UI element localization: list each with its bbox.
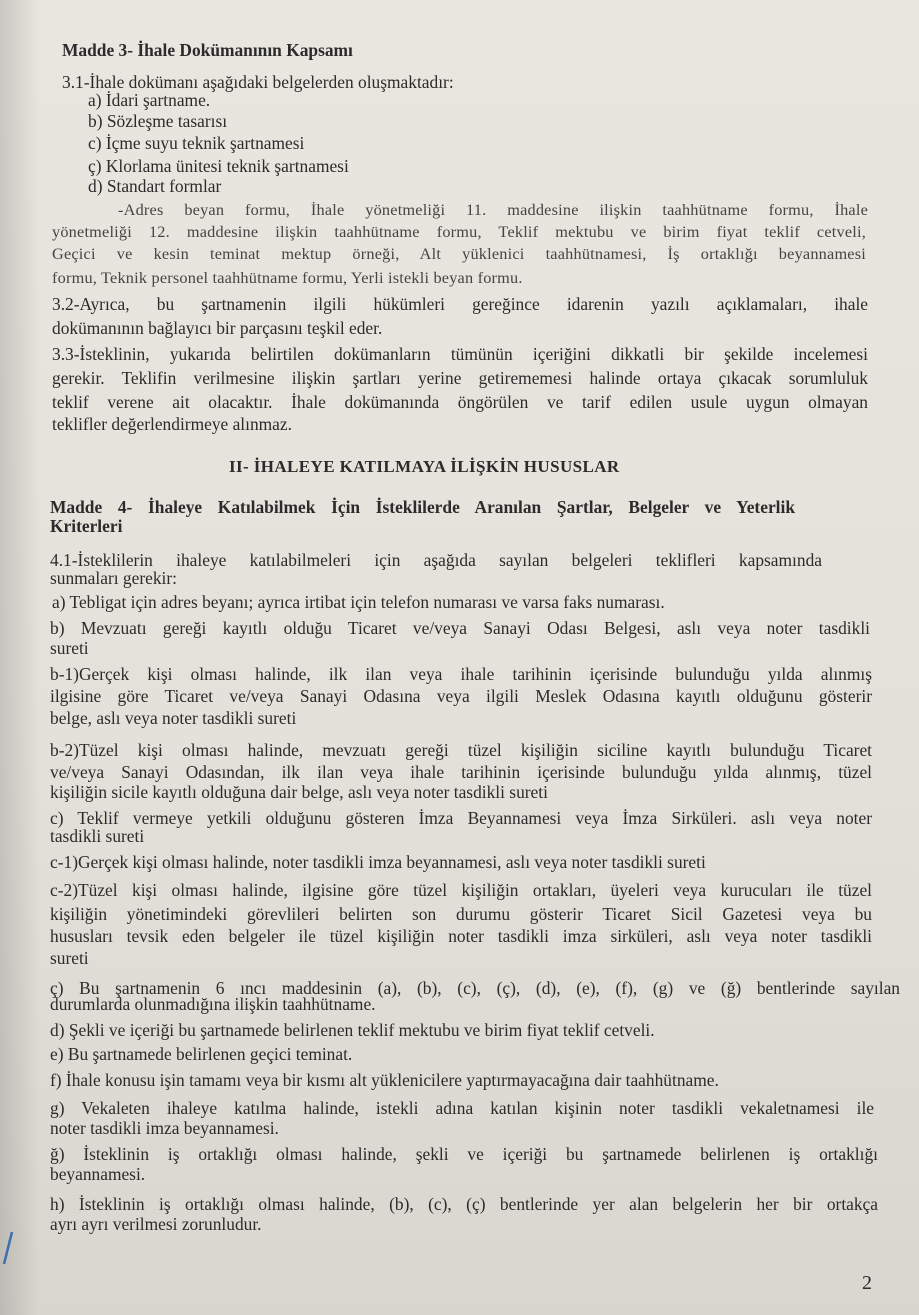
item-gg: beyannamesi. (50, 1164, 146, 1184)
madde4-heading: Madde 4- İhaleye Katılabilmek İçin İsteklilerde Aranılan Şartlar, Belgeler ve Yeterlik (50, 497, 795, 517)
item-a: a) Tebligat için adres beyanı; ayrıca irtibat için telefon numarası ve varsa faks numarası. (52, 592, 665, 612)
madde3-heading: Madde 3- İhale Dokümanının Kapsamı (62, 40, 353, 60)
list-item: b) Sözleşme tasarısı (88, 111, 228, 131)
list-item: d) Standart formlar (88, 176, 222, 196)
item-cc: durumlarda olunmadığına ilişkin taahhütname. (50, 994, 376, 1014)
p41-line: sunmaları gerekir: (50, 568, 177, 588)
forms-line: -Adres beyan formu, İhale yönetmeliği 11. maddesine ilişkin taahhütname formu, İhale (118, 200, 868, 219)
item-c2: sureti (50, 948, 89, 968)
item-e: e) Bu şartnamede belirlenen geçici teminat. (50, 1044, 353, 1064)
item-c2: kişiliğin yönetimindeki görevlileri belirten son durumu gösterir Ticaret Sicil Gazetesi veya bu (50, 904, 872, 924)
item-b2: ve/veya Sanayi Odasından, ilk ilan veya ihale tarihinin içerisinde bulunduğu yılda alınmış, tüzel (50, 762, 872, 782)
p33-line: teklifler değerlendirmeye alınmaz. (52, 414, 292, 434)
item-b1: ilgisine göre Ticaret ve/veya Sanayi Odasına veya ilgili Meslek Odasına kayıtlı olduğunu gösterir (50, 686, 872, 706)
binding-shadow (0, 0, 40, 1315)
page-edge-mark (0, 1230, 14, 1270)
item-cc: ç) Bu şartnamenin 6 ıncı maddesinin (a), (b), (c), (ç), (d), (e), (f), (g) ve (ğ) bentlerinde sayılan (50, 978, 900, 998)
item-c2: c-2)Tüzel kişi olması halinde, ilgisine göre tüzel kişiliğin ortakları, üyeleri veya kurucuları ile tüzel (50, 880, 872, 900)
item-b2: b-2)Tüzel kişi olması halinde, mevzuatı gereği tüzel kişiliğin siciline kayıtlı bulunduğu Ticaret (50, 740, 872, 760)
item-g: g) Vekaleten ihaleye katılma halinde, istekli adına katılan kişinin noter tasdikli vekaletnamesi ile (50, 1098, 874, 1118)
p32-line: dokümanının bağlayıcı bir parçasını teşkil eder. (52, 318, 383, 338)
p33-line: teklif verene ait olacaktır. İhale dokümanında öngörülen ve tarif edilen usule uygun olmayan (52, 392, 868, 412)
p41-line: 4.1-İsteklilerin ihaleye katılabilmeleri için aşağıda sayılan belgeleri teklifleri kapsamında (50, 550, 822, 570)
item-b2: kişiliğin sicile kayıtlı olduğuna dair belge, aslı veya noter tasdikli sureti (50, 782, 548, 802)
section-title: II- İHALEYE KATILMAYA İLİŞKİN HUSUSLAR (229, 457, 620, 476)
page-number: 2 (862, 1272, 872, 1294)
p32-line: 3.2-Ayrıca, bu şartnamenin ilgili hükümleri gereğince idarenin yazılı açıklamaları, ihale (52, 294, 868, 314)
forms-line: formu, Teknik personel taahhütname formu, Yerli istekli beyan formu. (52, 268, 523, 287)
item-gg: ğ) İsteklinin iş ortaklığı olması halinde, şekli ve içeriği bu şartnamede belirlenen iş ortaklığı (50, 1144, 878, 1164)
p33-line: 3.3-İsteklinin, yukarıda belirtilen dokümanların tümünün içeriğini dikkatli bir şekilde incelemesi (52, 344, 868, 364)
list-item: c) İçme suyu teknik şartnamesi (88, 133, 305, 153)
madde4-heading: Kriterleri (50, 516, 123, 536)
list-item: a) İdari şartname. (88, 90, 211, 110)
item-b1: belge, aslı veya noter tasdikli sureti (50, 708, 297, 728)
item-c: c) Teklif vermeye yetkili olduğunu gösteren İmza Beyannamesi veya İmza Sirküleri. aslı veya noter (50, 808, 872, 828)
list-item: ç) Klorlama ünitesi teknik şartnamesi (88, 156, 349, 176)
item-b: sureti (50, 638, 89, 658)
item-d: d) Şekli ve içeriği bu şartnamede belirlenen teklif mektubu ve birim fiyat teklif cetveli. (50, 1020, 655, 1040)
forms-line: Geçici ve kesin teminat mektup örneği, Alt yüklenici taahhütnamesi, İş ortaklığı beyannamesi (52, 244, 866, 263)
forms-line: yönetmeliği 12. maddesine ilişkin taahhütname formu, Teklif mektubu ve birim fiyat teklif cetveli, (52, 222, 866, 241)
item-c2: hususları tevsik eden belgeler ile tüzel kişiliğin noter tasdikli imza sirküleri, aslı veya noter tasdikli (50, 926, 872, 946)
item-b: b) Mevzuatı gereği kayıtlı olduğu Ticaret ve/veya Sanayi Odası Belgesi, aslı veya noter tasdikli (50, 618, 870, 638)
item-c: tasdikli sureti (50, 826, 145, 846)
item-b1: b-1)Gerçek kişi olması halinde, ilk ilan veya ihale tarihinin içerisinde bulunduğu yılda alınmış (50, 664, 872, 684)
item-f: f) İhale konusu işin tamamı veya bir kısmı alt yüklenicilere yaptırmayacağına dair taahhütname. (50, 1070, 719, 1090)
item-c1: c-1)Gerçek kişi olması halinde, noter tasdikli imza beyannamesi, aslı veya noter tasdikli sureti (50, 852, 706, 872)
item-h: h) İsteklinin iş ortaklığı olması halinde, (b), (c), (ç) bentlerinde yer alan belgelerin her bir ortakça (50, 1194, 878, 1214)
item-g: noter tasdikli imza beyannamesi. (50, 1118, 279, 1138)
item-h: ayrı ayrı verilmesi zorunludur. (50, 1214, 262, 1234)
p31: 3.1-İhale dokümanı aşağıdaki belgelerden oluşmaktadır: (62, 72, 454, 92)
p33-line: gerekir. Teklifin verilmesine ilişkin şartları yerine getirememesi halinde ortaya çıkacak sorumluluk (52, 368, 868, 388)
